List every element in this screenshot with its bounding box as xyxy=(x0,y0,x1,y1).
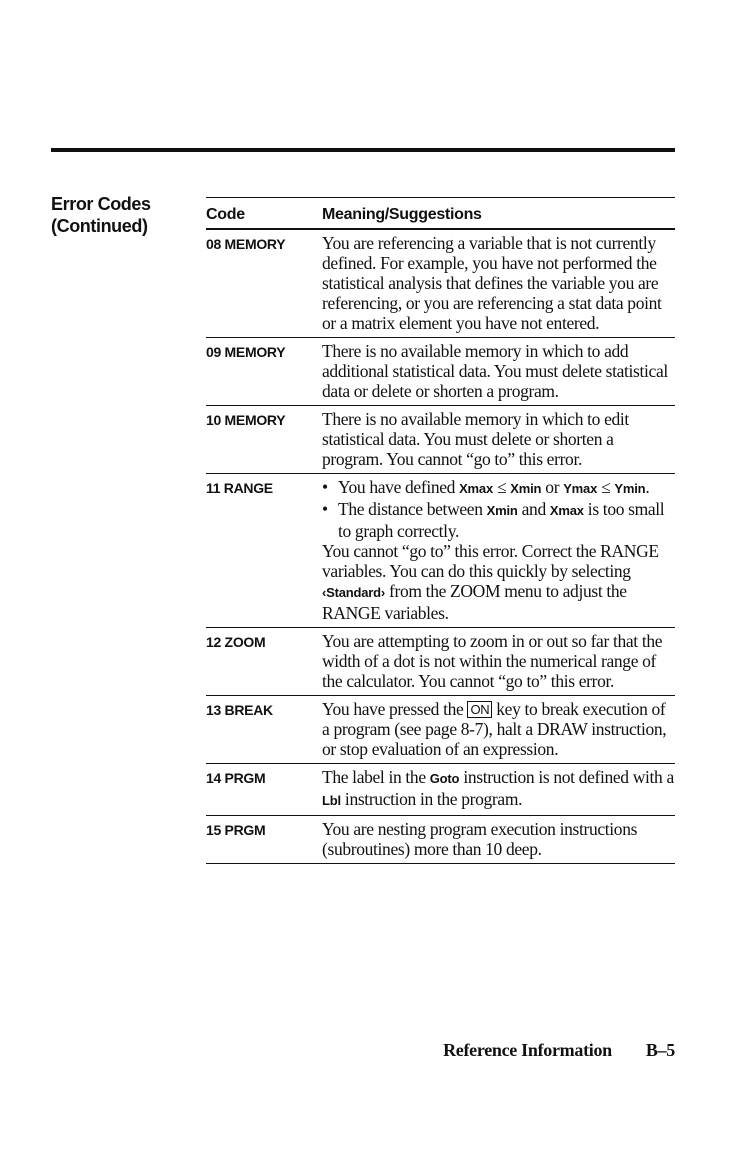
var-ymin: Ymin xyxy=(614,481,646,496)
table-row xyxy=(206,628,675,696)
bullet-icon: • xyxy=(322,477,328,497)
error-code: 09 MEMORY xyxy=(206,344,286,360)
section-heading-line1: Error Codes xyxy=(51,194,151,214)
error-meaning: The label in the Goto instruction is not defined with a Lbl instruction in the program. xyxy=(322,767,674,809)
error-code: 12 ZOOM xyxy=(206,634,266,650)
range-suggestion: You cannot “go to” this error. Correct the RANGE variables. You can do this quickly by selecting ‹Standard› from the ZOOM menu to adjust the RANGE variables. xyxy=(322,541,659,623)
error-meaning: You have pressed the ON key to break execution of a program (see page 8-7), halt a DRAW instruction, or stop evaluation of an expression. xyxy=(322,699,667,759)
var-xmin: Xmin xyxy=(486,503,518,518)
goto-instruction: Goto xyxy=(429,771,460,786)
var-ymax: Ymax xyxy=(563,481,598,496)
table-row xyxy=(206,406,675,474)
section-heading-line2: (Continued) xyxy=(51,216,148,236)
page-number: B–5 xyxy=(645,1040,675,1060)
error-meaning: You are attempting to zoom in or out so far that the width of a dot is not within the numerical range of the calculator. You cannot “go to” this error. xyxy=(322,631,663,691)
error-code: 11 RANGE xyxy=(206,480,273,496)
table-row xyxy=(206,230,675,338)
column-header-code: Code xyxy=(206,206,245,223)
bullet-item: • The distance between Xmin and Xmax is too small to graph correctly. xyxy=(322,499,665,541)
menu-item-standard: ‹Standard› xyxy=(322,585,386,600)
bullet-item: • You have defined Xmax ≤ Xmin or Ymax ≤ Ymin. xyxy=(322,477,650,497)
error-meaning: You are nesting program execution instructions (subroutines) more than 10 deep. xyxy=(322,819,638,859)
page-footer xyxy=(443,1040,675,1061)
table-header xyxy=(206,197,675,230)
column-header-meaning: Meaning/Suggestions xyxy=(322,206,482,223)
table-row xyxy=(206,338,675,406)
var-xmax: Xmax xyxy=(549,503,584,518)
lbl-instruction: Lbl xyxy=(322,793,341,808)
error-code: 08 MEMORY xyxy=(206,236,286,252)
error-meaning xyxy=(322,477,675,623)
table-row xyxy=(206,474,675,628)
on-key-icon: ON xyxy=(467,701,492,718)
error-code: 15 PRGM xyxy=(206,822,266,838)
error-code: 13 BREAK xyxy=(206,702,273,718)
error-meaning: There is no available memory in which to edit statistical data. You must delete or shorten a program. You cannot “go to” this error. xyxy=(322,409,629,469)
error-meaning: You are referencing a variable that is not currently defined. For example, you have not performed the statistical analysis that defines the variable you are referencing, or you are referencing a stat data point or a matrix element you have not entered. xyxy=(322,233,662,333)
error-meaning: There is no available memory in which to add additional statistical data. You must delete statistical data or delete or shorten a program. xyxy=(322,341,668,401)
table-row xyxy=(206,696,675,764)
error-code: 10 MEMORY xyxy=(206,412,286,428)
var-xmax: Xmax xyxy=(459,481,493,496)
top-rule xyxy=(51,148,675,152)
error-codes-table xyxy=(206,197,675,864)
table-row xyxy=(206,816,675,864)
bullet-icon: • xyxy=(322,499,328,519)
footer-section-title: Reference Information xyxy=(443,1040,612,1060)
table-row xyxy=(206,764,675,816)
error-code: 14 PRGM xyxy=(206,770,266,786)
section-heading xyxy=(51,193,181,237)
var-xmin: Xmin xyxy=(510,481,542,496)
